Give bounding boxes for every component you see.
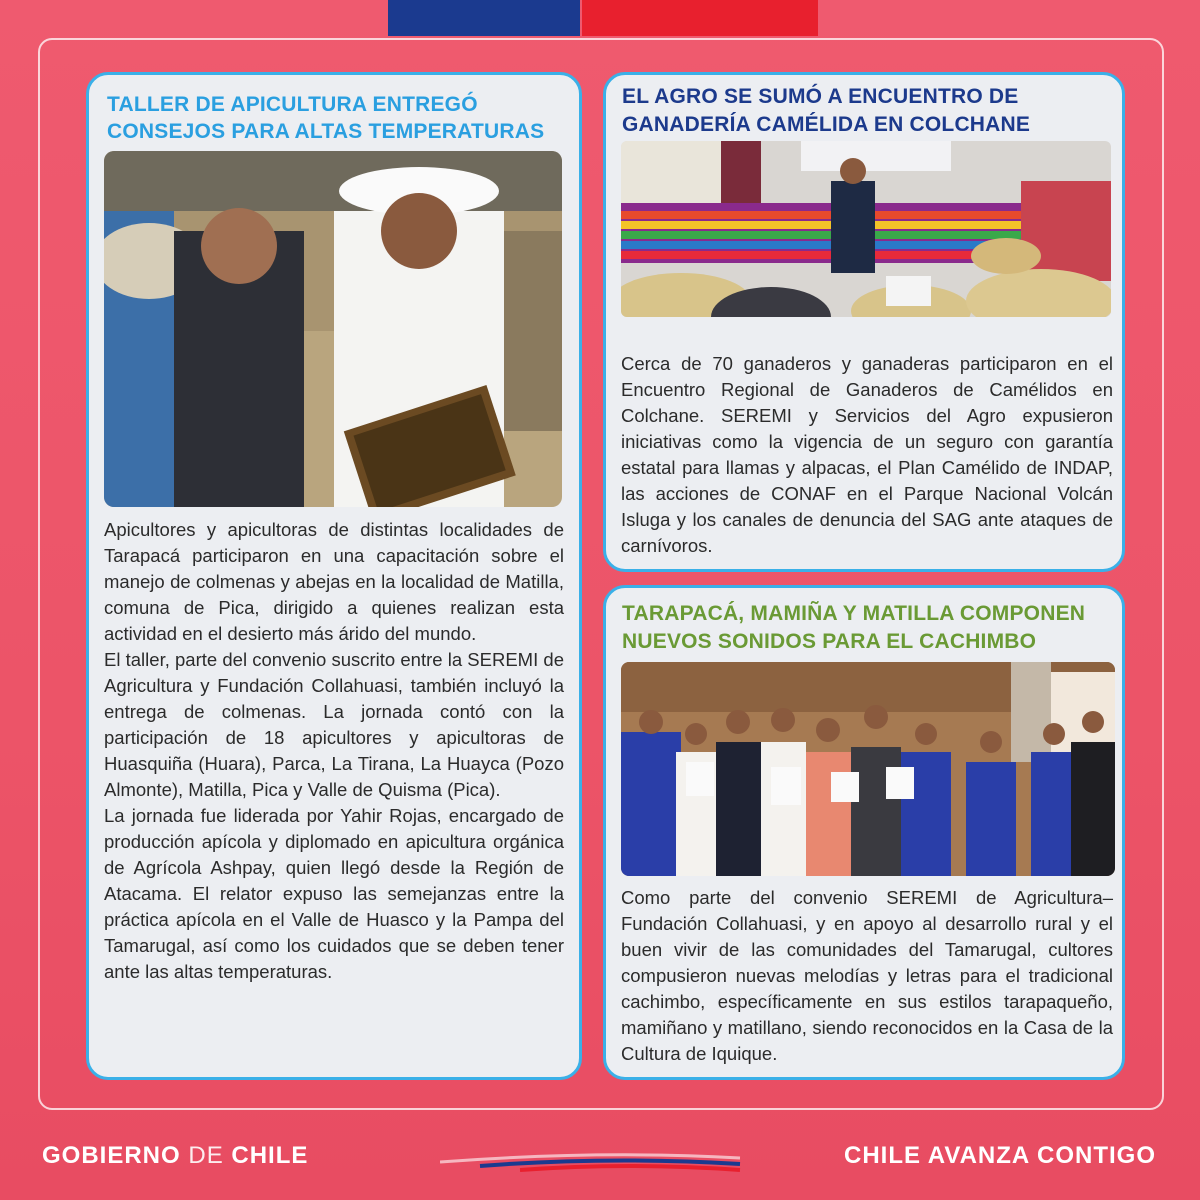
article-card-camelids (603, 72, 1125, 572)
article-paragraph-3: La jornada fue liderada por Yahir Rojas, encargado de producción apícola y diplomado en apicultura orgánica de Agrícola Ashpay, quien llegó desde la Región de Atacama. El relator expuso las semejanzas entre la práctica apícola en el Valle de Huasco y la Pampa del Tamarugal, así como los cuidados que se deben tener ante las altas temperaturas. (104, 805, 564, 982)
slogan-text: CHILE AVANZA CONTIGO (844, 1142, 1156, 1169)
cachimbo-group-photo (621, 662, 1115, 876)
article-body-cachimbo: Como parte del convenio SEREMI de Agricultura–Fundación Collahuasi, y en apoyo al desarrollo rural y el buen vivir de las comunidades del Tamarugal, cultores compusieron nuevas melodías y letras para el tradicional cachimbo, específicamente en sus estilos tarapaqueño, mamiñano y matillano, siendo reconocidos en la Casa de la Cultura de Iquique. (621, 887, 1113, 1064)
flag-stripe-red (582, 0, 818, 36)
flag-stripe-blue (388, 0, 580, 36)
government-logo-text: GOBIERNO DE CHILE (42, 1142, 309, 1169)
article-paragraph-2: El taller, parte del convenio suscrito entre la SEREMI de Agricultura y Fundación Collahuasi, también incluyó la entrega de colmenas. La jornada contó con la participación de 18 apicultores y apicultoras de Huasquiña (Huara), Parca, La Tirana, La Huayca (Pozo Almonte), Matilla, Pica y Valle de Quisma (Pica). (104, 649, 564, 800)
article-card-beekeeping (86, 72, 582, 1080)
article-title-beekeeping: TALLER DE APICULTURA ENTREGÓ CONSEJOS PARA ALTAS TEMPERATURAS (107, 93, 545, 143)
article-card-cachimbo (603, 585, 1125, 1080)
beekeeping-photo (104, 151, 562, 507)
article-title-camelids: EL AGRO SE SUMÓ A ENCUENTRO DE GANADERÍA CAMÉLIDA EN COLCHANE (622, 85, 1031, 136)
camelid-meeting-photo (621, 141, 1111, 317)
flag-swoosh-graphic (440, 1146, 760, 1176)
article-body-beekeeping (104, 517, 564, 985)
article-title-cachimbo: TARAPACÁ, MAMIÑA Y MATILLA COMPONEN NUEVOS SONIDOS PARA EL CACHIMBO (622, 602, 1086, 653)
article-body-camelids: Cerca de 70 ganaderos y ganaderas participaron en el Encuentro Regional de Ganaderos de Camélidos en Colchane. SEREMI y Servicios del Agro expusieron iniciativas como la vigencia de un seguro con garantía estatal para llamas y alpacas, el Plan Camélido de INDAP, las acciones de CONAF en el Parque Nacional Volcán Isluga y los canales de denuncia del SAG ante ataques de carnívoros. (621, 353, 1113, 556)
article-paragraph-1: Apicultores y apicultoras de distintas localidades de Tarapacá participaron en una capacitación sobre el manejo de colmenas y abejas en la localidad de Matilla, comuna de Pica, dirigido a quienes realizan esta actividad en el desierto más árido del mundo. (104, 519, 564, 644)
